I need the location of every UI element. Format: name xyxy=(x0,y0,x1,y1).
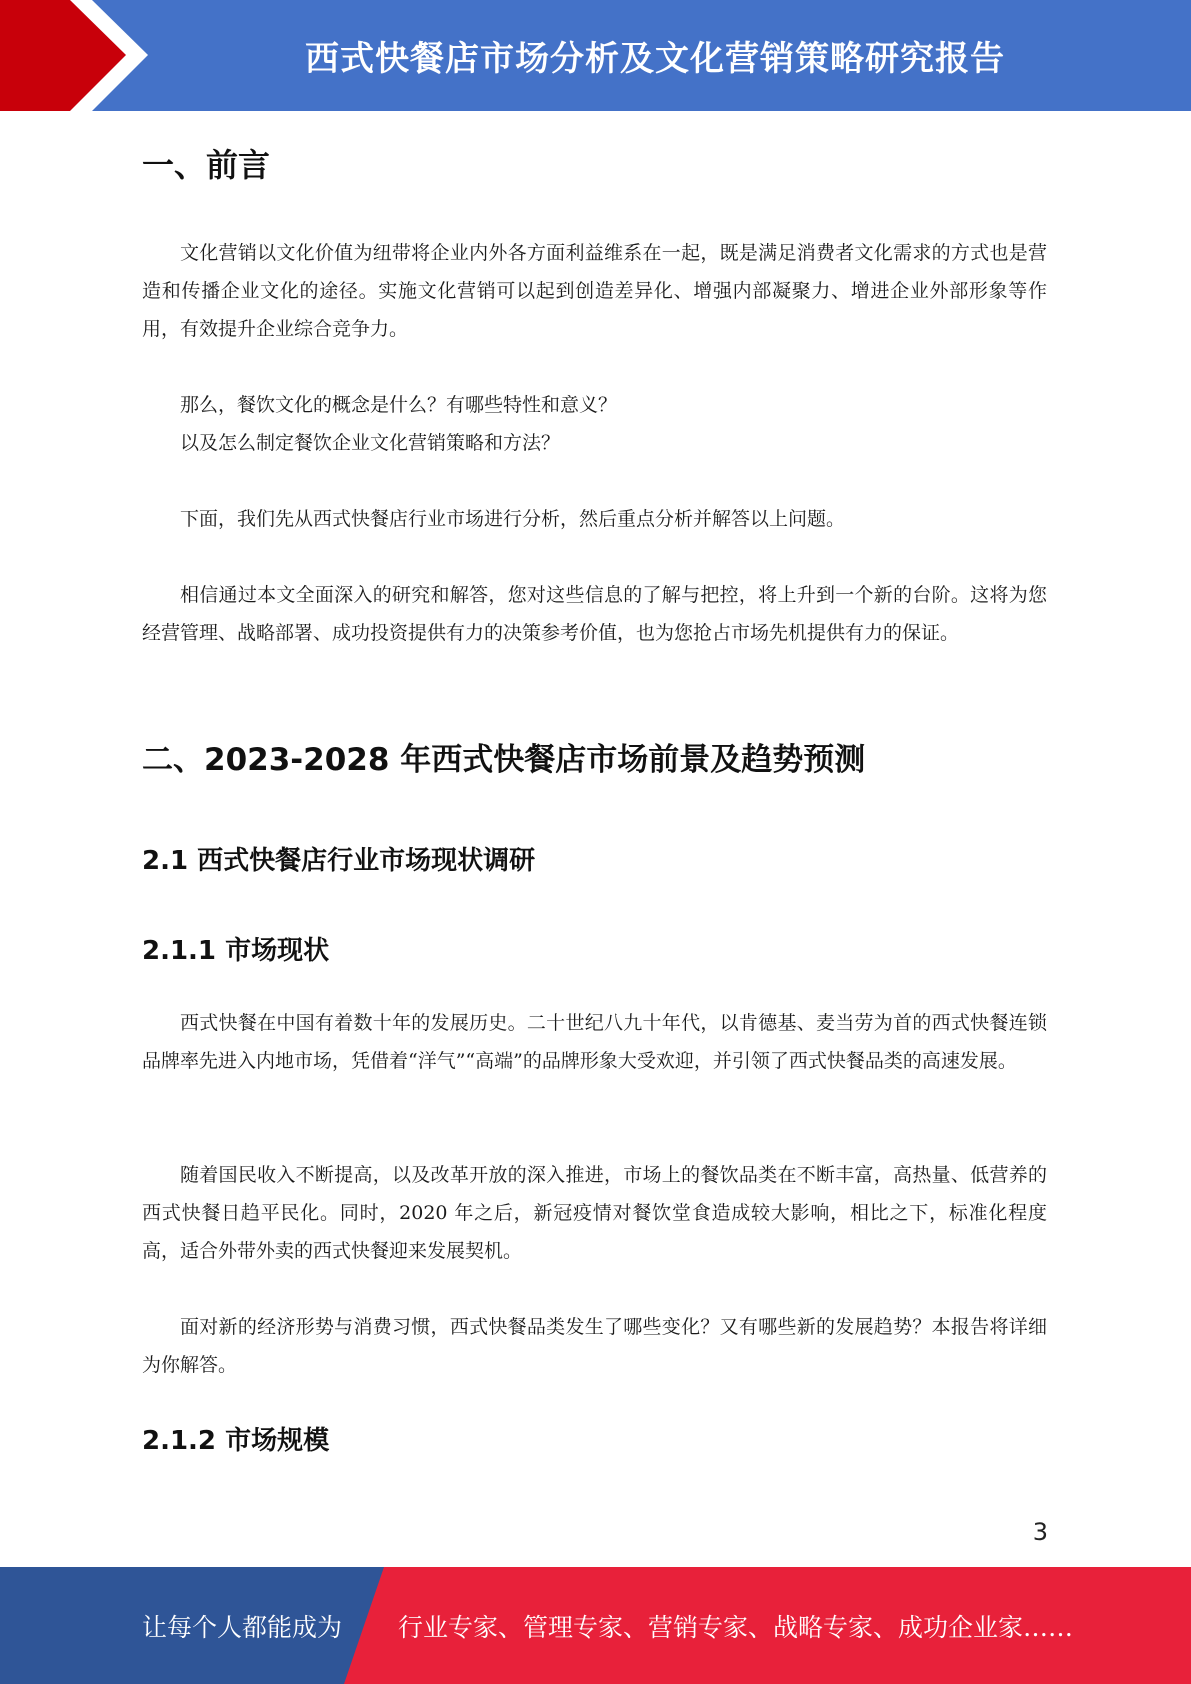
header-banner xyxy=(0,0,1191,111)
report-title: 西式快餐店市场分析及文化营销策略研究报告 xyxy=(305,39,1005,79)
intro-paragraph-1: 文化营销以文化价值为纽带将企业内外各方面利益维系在一起，既是满足消费者文化需求的方式也是营造和传播企业文化的途径。实施文化营销可以起到创造差异化、增强内部凝聚力、增进企业外部形象等作用，有效提升企业综合竞争力。 xyxy=(142,242,1047,340)
market-status-paragraph-3: 面对新的经济形势与消费习惯，西式快餐品类发生了哪些变化？又有哪些新的发展趋势？本报告将详细为你解答。 xyxy=(142,1316,1047,1376)
section-2-heading: 二、2023-2028 年西式快餐店市场前景及趋势预测 xyxy=(142,742,866,778)
footer-slogan-right: 行业专家、管理专家、营销专家、战略专家、成功企业家…… xyxy=(398,1612,1074,1642)
market-status-paragraph-2: 随着国民收入不断提高，以及改革开放的深入推进，市场上的餐饮品类在不断丰富，高热量、低营养的西式快餐日趋平民化。同时，2020 年之后，新冠疫情对餐饮堂食造成较大影响，相比之下，标准化程度高，适合外带外卖的西式快餐迎来发展契机。 xyxy=(142,1164,1047,1262)
intro-paragraph-2: 下面，我们先从西式快餐店行业市场进行分析，然后重点分析并解答以上问题。 xyxy=(180,508,846,530)
intro-question-1: 那么，餐饮文化的概念是什么？有哪些特性和意义？ xyxy=(180,394,618,416)
market-status-paragraph-1: 西式快餐在中国有着数十年的发展历史。二十世纪八九十年代，以肯德基、麦当劳为首的西式快餐连锁品牌率先进入内地市场，凭借着“洋气”“高端”的品牌形象大受欢迎，并引领了西式快餐品类的高速发展。 xyxy=(142,1012,1047,1072)
footer-banner xyxy=(0,1567,1191,1684)
intro-question-2: 以及怎么制定餐饮企业文化营销策略和方法？ xyxy=(180,432,561,454)
footer-slogan-left: 让每个人都能成为 xyxy=(142,1612,343,1642)
section-1-heading: 一、前言 xyxy=(142,146,271,184)
intro-paragraph-3: 相信通过本文全面深入的研究和解答，您对这些信息的了解与把控，将上升到一个新的台阶。这将为您经营管理、战略部署、成功投资提供有力的决策参考价值，也为您抢占市场先机提供有力的保证。 xyxy=(142,584,1047,644)
subsection-2-1-2-heading: 2.1.2 市场规模 xyxy=(142,1426,330,1456)
page-number: 3 xyxy=(1032,1518,1048,1546)
subsection-2-1-heading: 2.1 西式快餐店行业市场现状调研 xyxy=(142,846,536,876)
subsection-2-1-1-heading: 2.1.1 市场现状 xyxy=(142,936,330,966)
